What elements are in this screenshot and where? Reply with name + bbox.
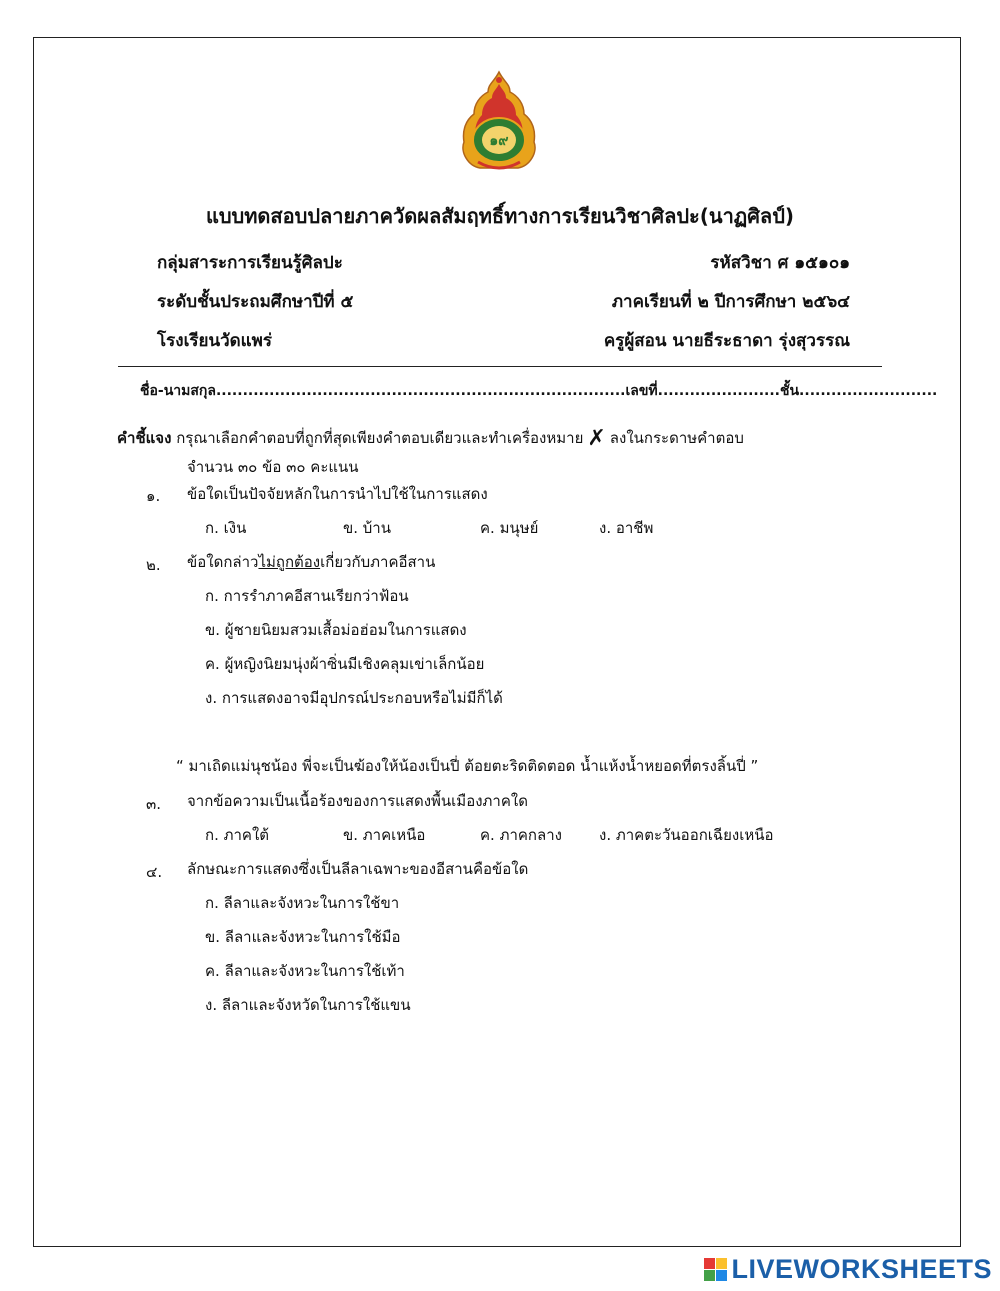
x-mark-icon: ✗ <box>587 426 606 451</box>
school-name: โรงเรียนวัดแพร่ <box>157 331 272 351</box>
q1-option-a[interactable]: ก. เงิน <box>205 519 247 537</box>
song-quote: “ มาเถิดแม่นุชน้อง พี่จะเป็นฆ้องให้น้องเป็นปี่ ต้อยตะริดติดตอด น้ำแห้งน้ำหยอดที่ตรงลิ้นปี่ ” <box>176 757 759 775</box>
liveworksheets-logo <box>704 1254 992 1285</box>
q2-option-a[interactable]: ก. การรำภาคอีสานเรียกว่าฟ้อน <box>205 587 409 605</box>
q1-option-b[interactable]: ข. บ้าน <box>343 519 391 537</box>
grade-level: ระดับชั้นประถมศึกษาปีที่ ๕ <box>157 292 354 312</box>
logo-square-l <box>704 1258 715 1269</box>
q3-option-d[interactable]: ง. ภาคตะวันออกเฉียงเหนือ <box>599 826 774 844</box>
logo-squares-icon <box>704 1258 727 1281</box>
subject-group: กลุ่มสาระการเรียนรู้ศิลปะ <box>157 253 343 273</box>
header-divider <box>118 366 882 367</box>
question-2-underlined: ไม่ถูกต้อง <box>258 553 321 571</box>
question-3-number: ๓. <box>146 795 162 813</box>
student-info-line[interactable]: ชื่อ-นามสกุล.............................................................................เลขที่.......................ชั้น.......................... <box>140 383 938 399</box>
school-seal-emblem <box>458 70 540 178</box>
question-1-number: ๑. <box>146 487 161 505</box>
question-4-text: ลักษณะการแสดงซึ่งเป็นลีลาเฉพาะของอีสานคือข้อใด <box>187 860 529 878</box>
subject-code: รหัสวิชา ศ ๑๕๑๐๑ <box>710 253 850 273</box>
question-2-number: ๒. <box>146 556 161 574</box>
semester: ภาคเรียนที่ ๒ ปีการศึกษา ๒๕๖๔ <box>611 292 850 312</box>
teacher-name: ครูผู้สอน นายธีระธาดา รุ่งสุวรรณ <box>603 331 850 351</box>
question-2-text-start: ข้อใดกล่าว <box>187 553 259 571</box>
instructions-count: จำนวน ๓๐ ข้อ ๓๐ คะแนน <box>187 458 359 476</box>
q2-option-c[interactable]: ค. ผู้หญิงนิยมนุ่งผ้าซิ่นมีเชิงคลุมเข่าเล็กน้อย <box>205 655 485 673</box>
question-4-number: ๔. <box>146 863 163 881</box>
q4-option-a[interactable]: ก. ลีลาและจังหวะในการใช้ขา <box>205 894 400 912</box>
question-3-text: จากข้อความเป็นเนื้อร้องของการแสดงพื้นเมืองภาคใด <box>187 792 528 810</box>
instructions <box>117 424 744 450</box>
logo-square-v <box>704 1270 715 1281</box>
q1-option-d[interactable]: ง. อาชีพ <box>599 519 654 537</box>
q2-option-d[interactable]: ง. การแสดงอาจมีอุปกรณ์ประกอบหรือไม่มีก็ได้ <box>205 689 503 707</box>
q3-option-a[interactable]: ก. ภาคใต้ <box>205 826 270 844</box>
instructions-text-end: ลงในกระดาษคำตอบ <box>609 429 744 447</box>
q3-option-c[interactable]: ค. ภาคกลาง <box>480 826 562 844</box>
question-1-text: ข้อใดเป็นปัจจัยหลักในการนำไปใช้ในการแสดง <box>187 485 488 503</box>
svg-text:๑๙: ๑๙ <box>489 133 509 149</box>
page-title: แบบทดสอบปลายภาควัดผลสัมฤทธิ์ทางการเรียนวิชาศิลปะ(นาฏศิลป์) <box>205 204 795 228</box>
logo-square-e <box>716 1270 727 1281</box>
instructions-text: กรุณาเลือกคำตอบที่ถูกที่สุดเพียงคำตอบเดียวและทำเครื่องหมาย <box>176 429 584 447</box>
brand-name: LIVEWORKSHEETS <box>731 1254 992 1284</box>
q3-option-b[interactable]: ข. ภาคเหนือ <box>343 826 426 844</box>
q4-option-c[interactable]: ค. ลีลาและจังหวะในการใช้เท้า <box>205 962 405 980</box>
logo-square-i <box>716 1258 727 1269</box>
question-2-text-end: เกี่ยวกับภาคอีสาน <box>320 553 436 571</box>
instructions-label: คำชี้แจง <box>117 429 172 447</box>
q4-option-d[interactable]: ง. ลีลาและจังหวัดในการใช้แขน <box>205 996 411 1014</box>
q2-option-b[interactable]: ข. ผู้ชายนิยมสวมเสื้อม่อฮ่อมในการแสดง <box>205 621 467 639</box>
q1-option-c[interactable]: ค. มนุษย์ <box>480 519 539 537</box>
q4-option-b[interactable]: ข. ลีลาและจังหวะในการใช้มือ <box>205 928 401 946</box>
question-2-text <box>187 550 435 574</box>
